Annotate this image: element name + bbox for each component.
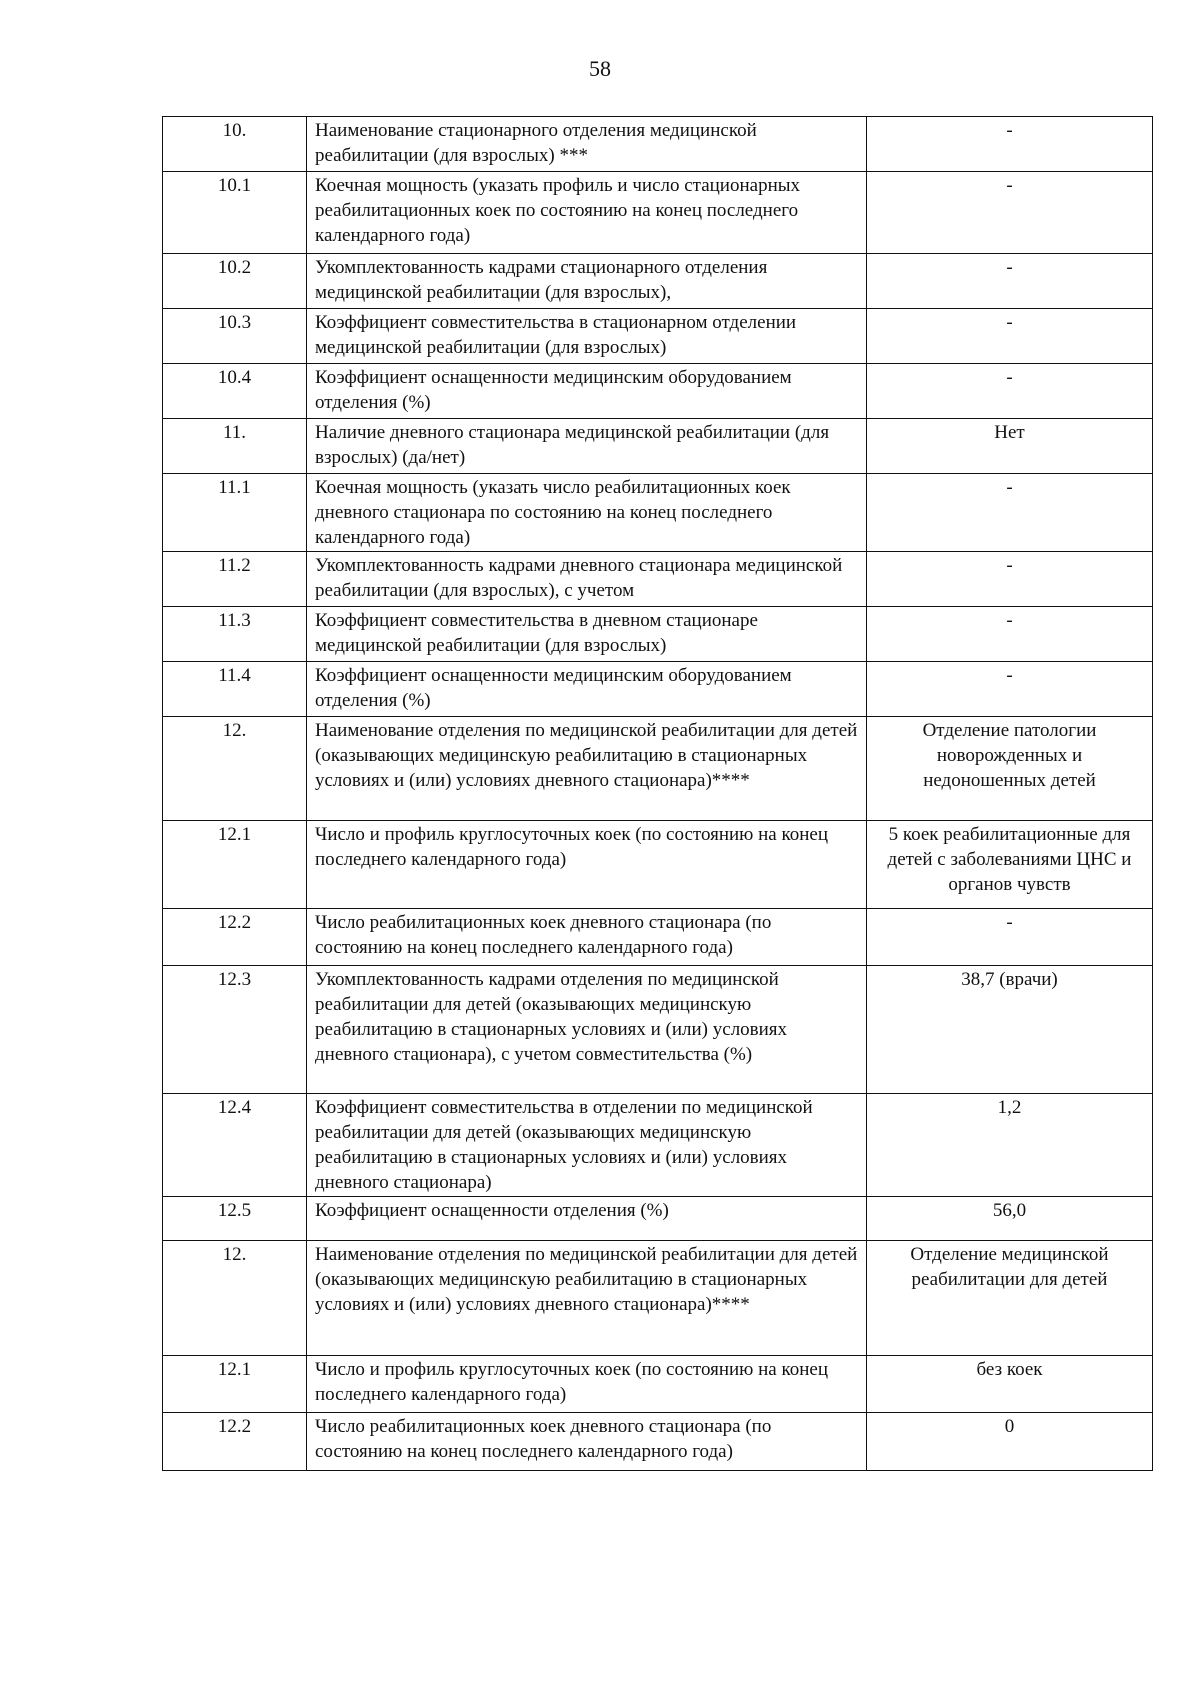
row-number: 11.1 xyxy=(163,474,307,552)
row-description: Коэффициент оснащенности медицинским оборудованием отделения (%) xyxy=(307,364,867,419)
row-value: 1,2 xyxy=(867,1094,1153,1197)
row-description: Число и профиль круглосуточных коек (по состоянию на конец последнего календарного года) xyxy=(307,821,867,909)
table-row xyxy=(163,552,1153,607)
table-row xyxy=(163,172,1153,254)
table-row xyxy=(163,1413,1153,1471)
row-number: 12.1 xyxy=(163,821,307,909)
table-row xyxy=(163,254,1153,309)
table-row xyxy=(163,909,1153,966)
row-description: Наименование отделения по медицинской реабилитации для детей (оказывающих медицинскую реабилитацию в стационарных условиях и (или) условиях дневного стационара)**** xyxy=(307,717,867,821)
table-row xyxy=(163,364,1153,419)
row-value: - xyxy=(867,309,1153,364)
row-value: 38,7 (врачи) xyxy=(867,966,1153,1094)
row-number: 11.2 xyxy=(163,552,307,607)
row-description: Число реабилитационных коек дневного стационара (по состоянию на конец последнего календарного года) xyxy=(307,1413,867,1471)
row-value: - xyxy=(867,254,1153,309)
row-value: - xyxy=(867,909,1153,966)
row-description: Число и профиль круглосуточных коек (по состоянию на конец последнего календарного года) xyxy=(307,1356,867,1413)
row-value: Отделение патологии новорожденных и недоношенных детей xyxy=(867,717,1153,821)
row-description: Укомплектованность кадрами дневного стационара медицинской реабилитации (для взрослых), с учетом xyxy=(307,552,867,607)
table-row xyxy=(163,474,1153,552)
row-description: Наличие дневного стационара медицинской реабилитации (для взрослых) (да/нет) xyxy=(307,419,867,474)
table-row xyxy=(163,309,1153,364)
row-description: Коэффициент совместительства в дневном стационаре медицинской реабилитации (для взрослых) xyxy=(307,607,867,662)
row-number: 11.4 xyxy=(163,662,307,717)
table-row xyxy=(163,1197,1153,1241)
row-number: 10. xyxy=(163,117,307,172)
row-description: Коэффициент оснащенности медицинским оборудованием отделения (%) xyxy=(307,662,867,717)
row-number: 12.3 xyxy=(163,966,307,1094)
table-row xyxy=(163,1356,1153,1413)
row-description: Число реабилитационных коек дневного стационара (по состоянию на конец последнего календарного года) xyxy=(307,909,867,966)
row-number: 10.3 xyxy=(163,309,307,364)
row-description: Наименование отделения по медицинской реабилитации для детей (оказывающих медицинскую реабилитацию в стационарных условиях и (или) условиях дневного стационара)**** xyxy=(307,1241,867,1356)
row-number: 12.1 xyxy=(163,1356,307,1413)
table-row xyxy=(163,419,1153,474)
page-number: 58 xyxy=(589,56,611,81)
row-value: Нет xyxy=(867,419,1153,474)
table-row xyxy=(163,1241,1153,1356)
row-value: - xyxy=(867,364,1153,419)
table-row xyxy=(163,117,1153,172)
row-value: Отделение медицинской реабилитации для детей xyxy=(867,1241,1153,1356)
row-number: 12.4 xyxy=(163,1094,307,1197)
row-description: Укомплектованность кадрами стационарного отделения медицинской реабилитации (для взрослых), xyxy=(307,254,867,309)
row-number: 11.3 xyxy=(163,607,307,662)
row-value: 5 коек реабилитационные для детей с заболеваниями ЦНС и органов чувств xyxy=(867,821,1153,909)
table-row xyxy=(163,607,1153,662)
row-number: 10.2 xyxy=(163,254,307,309)
row-number: 12. xyxy=(163,717,307,821)
row-number: 12.5 xyxy=(163,1197,307,1241)
row-number: 10.4 xyxy=(163,364,307,419)
row-value: - xyxy=(867,117,1153,172)
row-number: 11. xyxy=(163,419,307,474)
table-row xyxy=(163,662,1153,717)
row-description: Наименование стационарного отделения медицинской реабилитации (для взрослых) *** xyxy=(307,117,867,172)
row-description: Коэффициент совместительства в стационарном отделении медицинской реабилитации (для взрослых) xyxy=(307,309,867,364)
row-value: 56,0 xyxy=(867,1197,1153,1241)
row-number: 12. xyxy=(163,1241,307,1356)
row-description: Укомплектованность кадрами отделения по медицинской реабилитации для детей (оказывающих медицинскую реабилитацию в стационарных условиях и (или) условиях дневного стационара), с учетом совместительства (%) xyxy=(307,966,867,1094)
table-row xyxy=(163,1094,1153,1197)
row-description: Коэффициент совместительства в отделении по медицинской реабилитации для детей (оказывающих медицинскую реабилитацию в стационарных условиях и (или) условиях дневного стационара) xyxy=(307,1094,867,1197)
row-number: 10.1 xyxy=(163,172,307,254)
row-value: - xyxy=(867,552,1153,607)
row-value: - xyxy=(867,662,1153,717)
table-row xyxy=(163,821,1153,909)
row-description: Коэффициент оснащенности отделения (%) xyxy=(307,1197,867,1241)
row-number: 12.2 xyxy=(163,909,307,966)
row-value: - xyxy=(867,607,1153,662)
table-row xyxy=(163,966,1153,1094)
table-body xyxy=(163,117,1153,1471)
row-description: Коечная мощность (указать профиль и число стационарных реабилитационных коек по состоянию на конец последнего календарного года) xyxy=(307,172,867,254)
row-number: 12.2 xyxy=(163,1413,307,1471)
row-value: - xyxy=(867,474,1153,552)
rehabilitation-table xyxy=(162,116,1153,1471)
row-value: - xyxy=(867,172,1153,254)
row-value: 0 xyxy=(867,1413,1153,1471)
row-description: Коечная мощность (указать число реабилитационных коек дневного стационара по состоянию на конец последнего календарного года) xyxy=(307,474,867,552)
table-row xyxy=(163,717,1153,821)
row-value: без коек xyxy=(867,1356,1153,1413)
